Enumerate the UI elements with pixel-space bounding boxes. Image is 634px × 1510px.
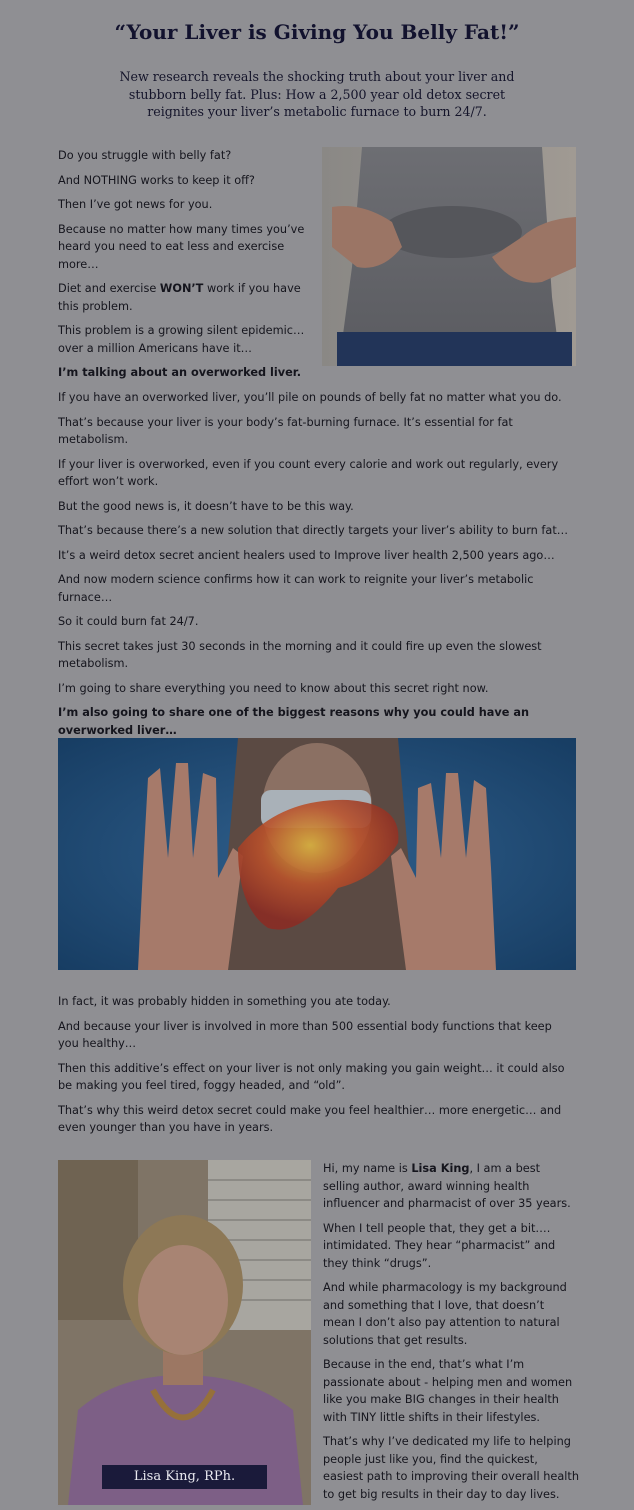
body-paragraph: And now modern science confirms how it can work to reignite your liver’s metabolic furnace…	[58, 573, 534, 604]
body-paragraph: But the good news is, it doesn’t have to be this way.	[58, 499, 354, 513]
body-paragraph: So it could burn fat 24/7.	[58, 615, 199, 628]
intro-line: Because no matter how many times you’ve heard you need to eat less and exercise more…	[58, 222, 305, 271]
bio-intro: Hi, my name is Lisa King, I am a best selling author, award winning health influencer and pharmacist of over 35 years.	[323, 1162, 571, 1210]
liver-photo	[58, 738, 576, 970]
body-paragraph: I’m going to share everything you need to know about this secret right now.	[58, 681, 489, 695]
body-paragraph: And because your liver is involved in more than 500 essential body functions that keep you healthy…	[58, 1019, 552, 1050]
body-paragraph: If your liver is overworked, even if you count every calorie and work out regularly, every effort won’t work.	[58, 457, 559, 488]
body-paragraph: That’s because your liver is your body’s fat-burning furnace. It’s essential for fat metabolism.	[58, 415, 513, 446]
bio-paragraph: Because in the end, that’s what I’m passionate about - helping men and women like you make BIG changes in their health with TINY little shifts in their lifestyles.	[323, 1358, 573, 1424]
body-paragraph: It’s a weird detox secret ancient healers used to Improve liver health 2,500 years ago…	[58, 548, 555, 562]
subheadline: New research reveals the shocking truth about your liver and stubborn belly fat. Plus: How a 2,500 year old detox secret reignites your liver’s metabolic furnace to burn 24/7.	[119, 69, 515, 119]
body-paragraph: That’s why this weird detox secret could make you feel healthier… more energetic… and even younger than you have in years.	[58, 1103, 562, 1134]
intro-line: Do you struggle with belly fat?	[58, 149, 232, 162]
lisa-caption: Lisa King, RPh.	[102, 1465, 267, 1489]
bio-paragraph: And while pharmacology is my background and something that I love, that doesn’t mean I don’t also pay attention to natural solutions that get results.	[323, 1281, 567, 1347]
body-paragraph: Then this additive’s effect on your liver is not only making you gain weight… it could also be making you feel tired, foggy headed, and “old”.	[58, 1061, 565, 1092]
diet-line: Diet and exercise WON’T work if you have this problem.	[58, 282, 301, 313]
epidemic-line: This problem is a growing silent epidemic… over a million Americans have it…	[58, 324, 305, 355]
body-paragraph: That’s because there’s a new solution that directly targets your liver’s ability to burn fat…	[58, 524, 569, 537]
intro-column	[58, 147, 310, 389]
bio-paragraph: When I tell people that, they get a bit…. intimidated. They hear “pharmacist” and they think “drugs”.	[323, 1221, 556, 1270]
headline: “Your Liver is Giving You Belly Fat!”	[114, 20, 520, 44]
body-paragraph: This secret takes just 30 seconds in the morning and it could fire up even the slowest metabolism.	[58, 639, 542, 670]
body-section-2	[58, 389, 576, 771]
body-paragraph: If you have an overworked liver, you’ll pile on pounds of belly fat no matter what you do.	[58, 391, 562, 404]
body-section-3	[58, 993, 576, 1144]
bio-paragraph: That’s why I’ve dedicated my life to helping people just like you, find the quickest, easiest path to improving their overall health to get big results in their day to day lives.	[323, 1435, 579, 1501]
belly-photo	[322, 147, 576, 366]
lisa-portrait	[58, 1160, 311, 1505]
intro-line: And NOTHING works to keep it off?	[58, 173, 255, 187]
overworked-line: I’m talking about an overworked liver.	[58, 366, 302, 379]
bold-reason: I’m also going to share one of the biggest reasons why you could have an overworked liver…	[58, 706, 530, 737]
body-paragraph: In fact, it was probably hidden in something you ate today.	[58, 995, 391, 1008]
intro-line: Then I’ve got news for you.	[58, 198, 213, 211]
bio-column	[323, 1160, 579, 1510]
